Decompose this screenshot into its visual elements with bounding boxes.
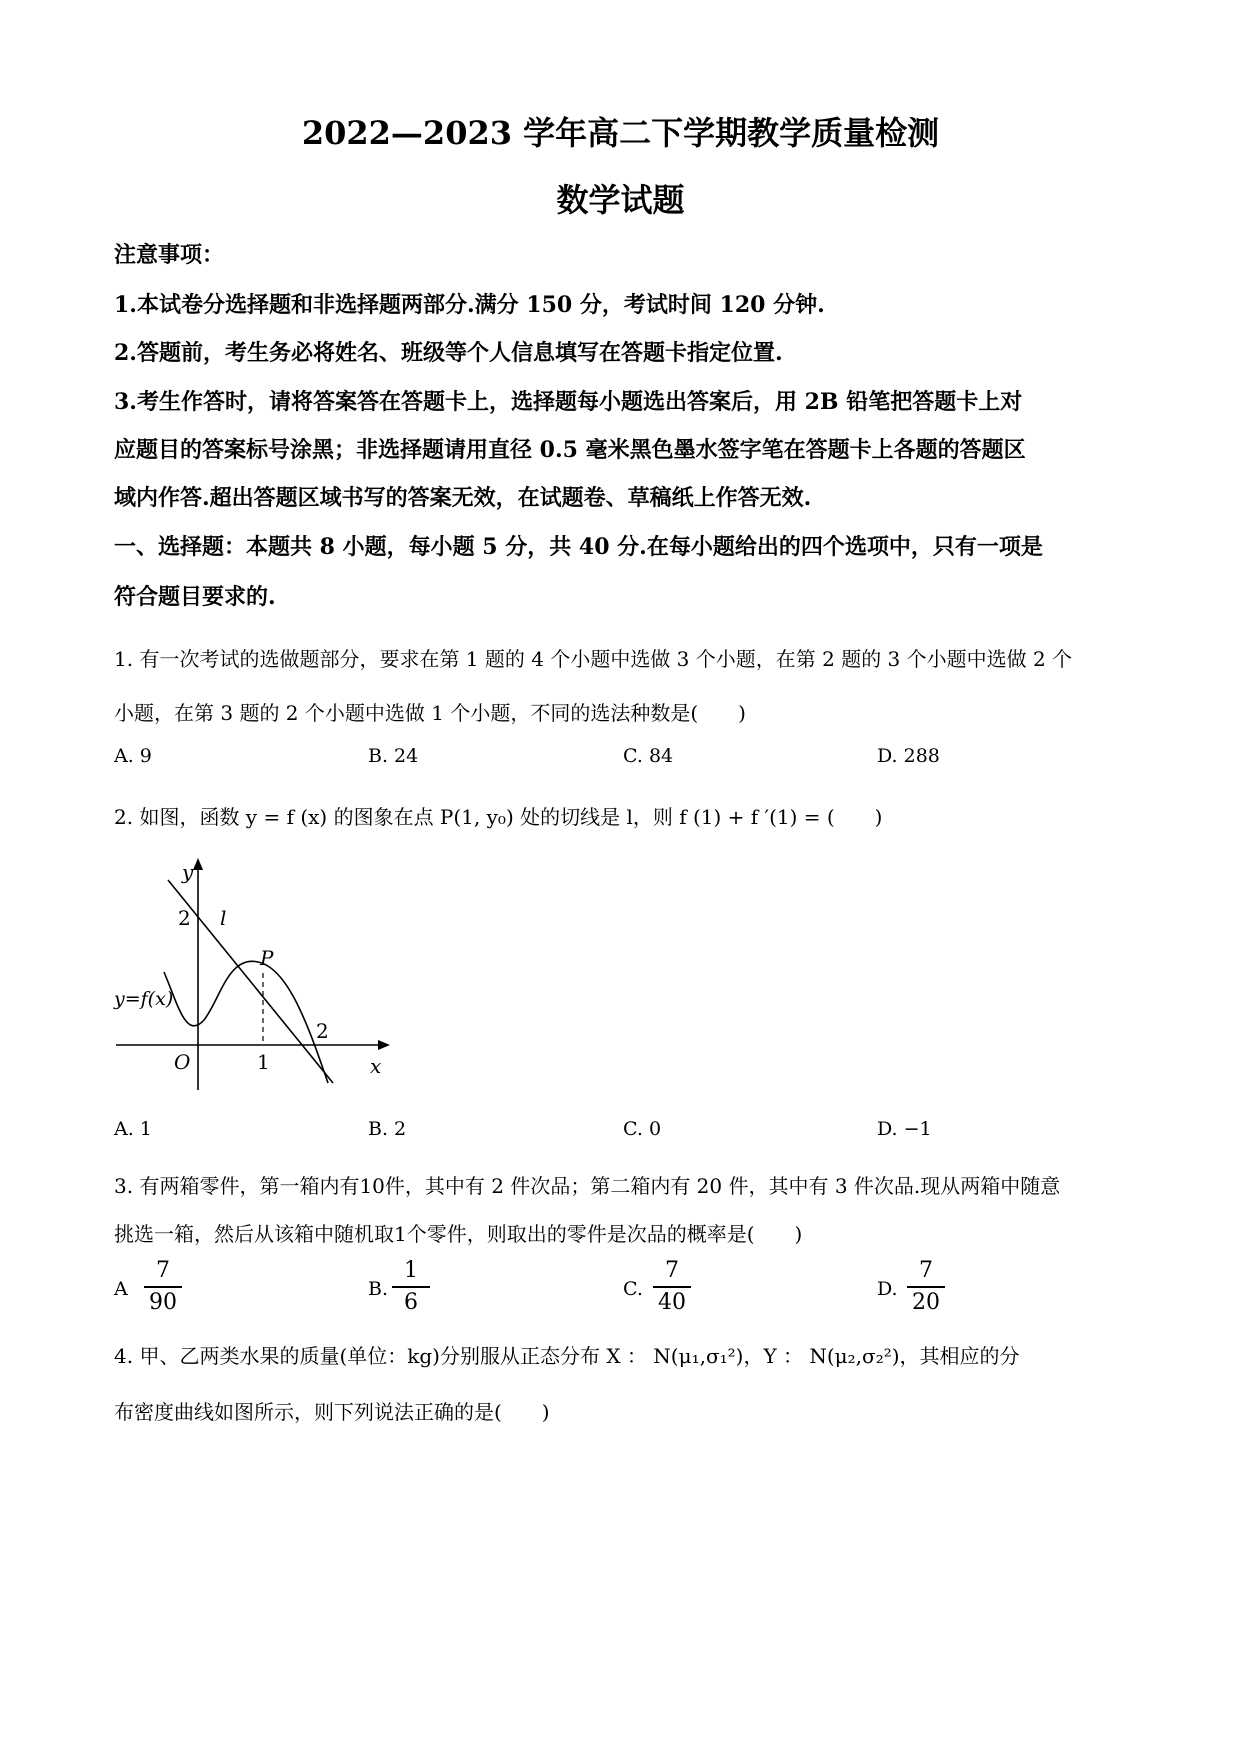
question-1-line-1: 1. 有一次考试的选做题部分，要求在第 1 题的 4 个小题中选做 3 个小题，在第 2 题的 3 个小题中选做 2 个	[114, 647, 1073, 671]
question-3-option-b-fraction	[386, 1258, 436, 1316]
denominator: 6	[404, 1290, 418, 1315]
x-axis-arrow-icon	[378, 1040, 390, 1050]
x-tick-label: 1	[257, 1050, 270, 1074]
question-3-option-c-letter: C.	[623, 1278, 643, 1300]
origin-label: O	[174, 1050, 191, 1074]
section-1-heading-line-1: 一、选择题：本题共 8 小题，每小题 5 分，共 40 分.在每小题给出的四个选项中，只有一项是	[114, 534, 1043, 560]
question-3-option-b-letter: B.	[368, 1278, 389, 1300]
exam-title: 2022—2023 学年高二下学期教学质量检测	[301, 114, 940, 152]
question-3-option-c-fraction	[647, 1258, 697, 1316]
denominator: 90	[149, 1290, 177, 1315]
question-3-option-d-fraction	[901, 1258, 951, 1316]
section-1-heading-line-2: 符合题目要求的.	[114, 584, 276, 610]
question-4-line-1: 4. 甲、乙两类水果的质量(单位：kg)分别服从正态分布 X ： N(μ₁,σ₁²)，Y ： N(μ₂,σ₂²)，其相应的分	[114, 1344, 1020, 1368]
numerator: 7	[156, 1258, 170, 1283]
question-2-graph	[108, 855, 398, 1095]
question-3-line-2: 挑选一箱，然后从该箱中随机取1个零件，则取出的零件是次品的概率是( )	[114, 1222, 803, 1246]
question-4-line-2: 布密度曲线如图所示，则下列说法正确的是( )	[114, 1400, 550, 1424]
note-item-2: 2.答题前，考生务必将姓名、班级等个人信息填写在答题卡指定位置.	[114, 340, 783, 366]
question-1-option-b: B. 24	[368, 745, 419, 767]
denominator: 20	[912, 1290, 940, 1315]
fraction-bar	[392, 1286, 430, 1288]
question-3-option-a-fraction	[138, 1258, 188, 1316]
question-1-option-d: D. 288	[877, 745, 940, 767]
question-1-line-2: 小题，在第 3 题的 2 个小题中选做 1 个小题，不同的选法种数是( )	[114, 701, 746, 725]
question-3-option-d-letter: D.	[877, 1278, 898, 1300]
question-2-option-b: B. 2	[368, 1118, 407, 1140]
question-1-option-c: C. 84	[623, 745, 674, 767]
note-item-3-line-1: 3.考生作答时，请将答案答在答题卡上，选择题每小题选出答案后，用 2B 铅笔把答题卡上对	[114, 389, 1023, 415]
y-axis-label: y	[182, 860, 194, 884]
fraction-bar	[907, 1286, 945, 1288]
question-2-stem: 2. 如图，函数 y = f (x) 的图象在点 P(1, y₀) 处的切线是 l，则 f (1) + f ′(1) = ( )	[114, 805, 883, 829]
curve-label: y=f(x)	[114, 988, 174, 1010]
question-2-option-a: A. 1	[114, 1118, 152, 1140]
fraction-bar	[653, 1286, 691, 1288]
denominator: 40	[658, 1290, 686, 1315]
notes-heading: 注意事项：	[114, 242, 225, 268]
question-2-option-d: D. −1	[877, 1118, 932, 1140]
note-item-3-line-3: 域内作答.超出答题区域书写的答案无效，在试题卷、草稿纸上作答无效.	[114, 485, 812, 511]
tangent-line-l	[168, 880, 333, 1083]
exam-subtitle: 数学试题	[556, 181, 685, 219]
question-1-option-a: A. 9	[114, 745, 152, 767]
fraction-bar	[144, 1286, 182, 1288]
point-p-label: P	[260, 946, 274, 970]
question-3-line-1: 3. 有两箱零件，第一箱内有10件，其中有 2 件次品；第二箱内有 20 件，其中有 3 件次品.现从两箱中随意	[114, 1174, 1061, 1198]
x-axis-label: x	[370, 1054, 382, 1078]
question-3-option-a-letter: A	[114, 1278, 128, 1300]
note-item-3-line-2: 应题目的答案标号涂黑；非选择题请用直径 0.5 毫米黑色墨水签字笔在答题卡上各题的答题区	[114, 437, 1026, 463]
numerator: 7	[665, 1258, 679, 1283]
note-item-1: 1.本试卷分选择题和非选择题两部分.满分 150 分，考试时间 120 分钟.	[114, 292, 825, 318]
y-intercept-label: 2	[178, 906, 191, 930]
tangent-label: l	[220, 906, 227, 930]
question-2-option-c: C. 0	[623, 1118, 662, 1140]
y-axis-arrow-icon	[193, 858, 203, 870]
x-intercept-label: 2	[316, 1019, 329, 1043]
numerator: 1	[404, 1258, 418, 1283]
numerator: 7	[919, 1258, 933, 1283]
